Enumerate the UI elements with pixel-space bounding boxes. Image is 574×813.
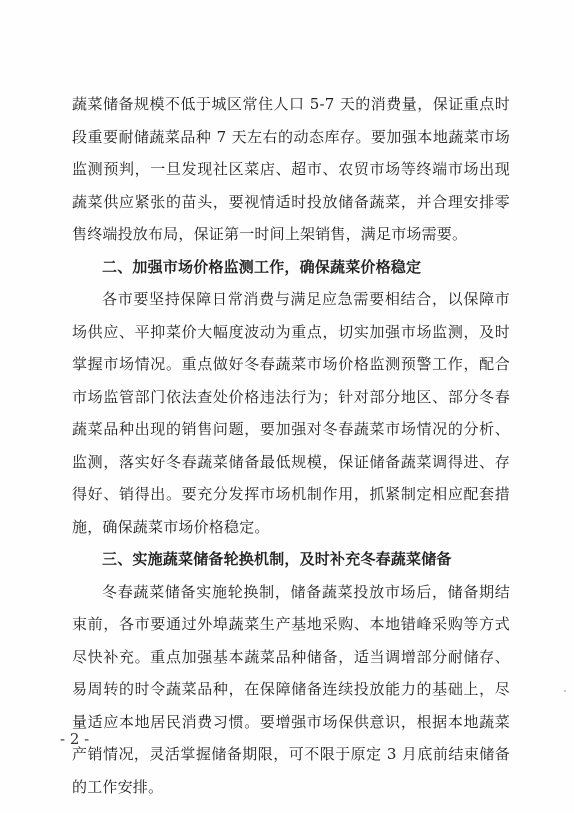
paragraph-line: 量适应本地居民消费习惯。要增强市场保供意识，根据本地蔬菜 bbox=[72, 712, 510, 731]
paragraph-line: 得好、销得出。要充分发挥市场机制作用，抓紧制定相应配套措 bbox=[72, 485, 510, 503]
scan-speck bbox=[564, 690, 566, 692]
paragraph-line: 蔬菜品种出现的销售问题，要加强对冬春蔬菜市场情况的分析、 bbox=[72, 420, 510, 438]
paragraph-line: 易周转的时令蔬菜品种，在保障储备连续投放能力的基础上，尽 bbox=[72, 680, 510, 698]
paragraph-line: 蔬菜供应紧张的苗头，要视情适时投放储备蔬菜，并合理安排零 bbox=[72, 192, 510, 211]
paragraph-line: 的工作安排。 bbox=[72, 777, 164, 796]
paragraph-line: 施，确保蔬菜市场价格稳定。 bbox=[72, 517, 270, 536]
paragraph-line: 尽快补充。重点加强基本蔬菜品种储备，适当调增部分耐储存、 bbox=[72, 647, 510, 666]
paragraph-line: 各市要坚持保障日常消费与满足应急需要相结合，以保障市 bbox=[102, 290, 510, 308]
paragraph-line: 掌握市场情况。重点做好冬春蔬菜市场价格监测预警工作，配合 bbox=[72, 355, 510, 373]
paragraph-line: 场供应、平抑菜价大幅度波动为重点，切实加强市场监测，及时 bbox=[72, 322, 510, 341]
paragraph-line: 产销情况，灵活掌握储备期限，可不限于原定 3 月底前结束储备 bbox=[72, 745, 510, 763]
paragraph-line: 束前，各市要通过外埠蔬菜生产基地采购、本地错峰采购等方式 bbox=[72, 615, 510, 633]
paragraph-line: 段重要耐储蔬菜品种 7 天左右的动态库存。要加强本地蔬菜市场 bbox=[72, 127, 510, 146]
paragraph-line: 冬春蔬菜储备实施轮换制，储备蔬菜投放市场后，储备期结 bbox=[102, 582, 510, 601]
paragraph-line: 市场监管部门依法查处价格违法行为；针对部分地区、部分冬春 bbox=[72, 387, 510, 406]
paragraph-line: 蔬菜储备规模不低于城区常住人口 5-7 天的消费量，保证重点时 bbox=[72, 95, 510, 113]
paragraph-line: 售终端投放布局，保证第一时间上架销售，满足市场需要。 bbox=[72, 225, 468, 243]
section-heading: 二、加强市场价格监测工作，确保蔬菜价格稳定 bbox=[102, 257, 422, 276]
paragraph-line: 监测预判，一旦发现社区菜店、超市、农贸市场等终端市场出现 bbox=[72, 160, 510, 178]
paragraph-line: 监测，落实好冬春蔬菜储备最低规模，保证储备蔬菜调得进、存 bbox=[72, 452, 510, 471]
document-body bbox=[72, 88, 510, 803]
section-heading: 三、实施蔬菜储备轮换机制，及时补充冬春蔬菜储备 bbox=[102, 550, 452, 568]
page-number: - 2 - bbox=[60, 730, 90, 748]
